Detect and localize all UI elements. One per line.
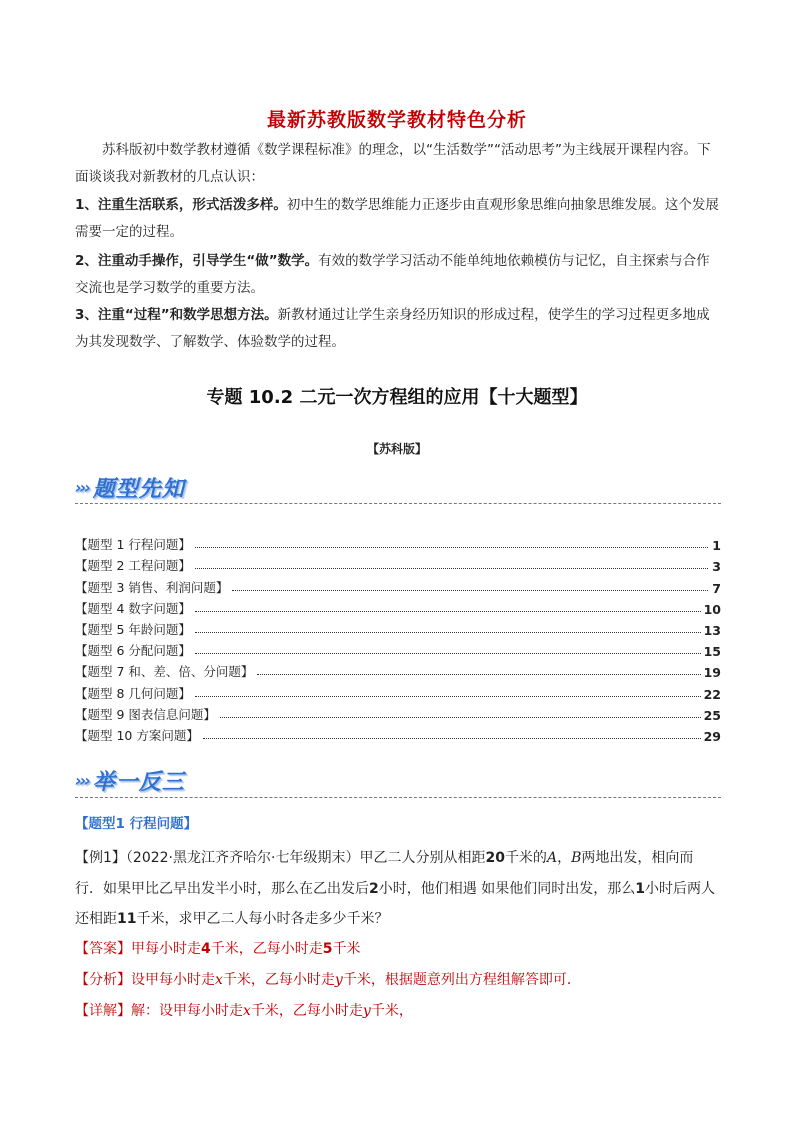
- toc-entry-label: 【题型 3 销售、利润问题】: [75, 579, 229, 595]
- point-3: [75, 302, 721, 356]
- toc-page-number: 13: [703, 622, 721, 638]
- toc-leader-dots: [257, 674, 700, 675]
- point-2-text: 有效的数学学习活动不能单纯地依赖模仿与记忆，自主探索与合作交流也是学习数学的重要方法。: [75, 253, 710, 296]
- point-1-heading: 1、注重生活联系，形式活泼多样。: [75, 197, 287, 213]
- toc-entry-label: 【题型 1 行程问题】: [75, 537, 191, 553]
- answer-text: 千米，乙每小时走: [210, 941, 323, 957]
- toc-entry[interactable]: [75, 532, 721, 553]
- intro-paragraph: [75, 137, 721, 191]
- toc-page-number: 29: [703, 728, 721, 744]
- number: 2: [369, 880, 379, 897]
- variable-y: y: [334, 972, 343, 988]
- number: 4: [201, 941, 211, 957]
- toc-entry[interactable]: [75, 659, 721, 680]
- example-text: 甲乙二人分别从相距: [359, 850, 486, 866]
- example-text: 千米的: [504, 850, 547, 866]
- number: 1: [635, 880, 645, 897]
- toc-page-number: 7: [712, 580, 721, 596]
- point-1-text: 初中生的数学思维能力正逐步由直观形象思维向抽象思维发展。这个发展需要一定的过程。: [75, 197, 719, 240]
- arrows-icon: ›››: [75, 770, 89, 790]
- analysis-text: 千米，根据题意列出方程组解答即可．: [342, 972, 581, 988]
- banner-practice-label: 举一反三: [92, 769, 185, 795]
- toc-entry[interactable]: [75, 574, 721, 595]
- toc-leader-dots: [220, 717, 701, 718]
- answer-line: [75, 936, 721, 963]
- toc-leader-dots: [203, 738, 701, 739]
- analysis-line: [75, 967, 721, 994]
- table-of-contents: [75, 532, 721, 744]
- section-heading: 【题型1 行程问题】: [75, 816, 198, 832]
- toc-entry-label: 【题型 5 年龄问题】: [75, 621, 191, 637]
- number: 11: [117, 911, 137, 927]
- example-tag: 【例1】: [75, 850, 126, 866]
- point-1: [75, 192, 721, 246]
- toc-leader-dots: [232, 590, 708, 591]
- example-text: 两地出发，相向而行．如果甲比乙早出发半小时，那么在乙出发后: [75, 850, 694, 897]
- toc-page-number: 25: [703, 707, 721, 723]
- arrows-icon: ›››: [75, 477, 89, 497]
- toc-leader-dots: [195, 653, 701, 654]
- toc-page-number: 10: [703, 601, 721, 617]
- point-3-text: 新教材通过让学生亲身经历知识的形成过程，使学生的学习过程更多地成为其发现数学、了解数学、体验数学的过程。: [75, 307, 710, 350]
- toc-entry[interactable]: [75, 617, 721, 638]
- number: 5: [322, 941, 333, 957]
- toc-entry[interactable]: [75, 680, 721, 701]
- point-2-heading: 2、注重动手操作，引导学生“做”数学。: [75, 253, 319, 269]
- toc-entry[interactable]: [75, 702, 721, 723]
- toc-page-number: 22: [703, 686, 721, 702]
- toc-entry-label: 【题型 8 几何问题】: [75, 685, 191, 701]
- example-text: 小时后两人还相距: [75, 880, 715, 927]
- detail-line: [75, 998, 721, 1025]
- point-b: B: [571, 850, 582, 866]
- intro-text: 苏科版初中数学教材遵循《数学课程标准》的理念，以“生活数学”“活动思考”为主线展开课程内容。下面谈谈我对新教材的几点认识：: [75, 142, 711, 185]
- example-source: （2022·黑龙江齐齐哈尔·七年级期末）: [125, 850, 360, 866]
- toc-page-number: 3: [712, 559, 721, 575]
- detail-tag: 【详解】: [75, 1003, 131, 1019]
- example-text: 千米，求甲乙二人每小时各走多少千米？: [136, 911, 389, 927]
- detail-text: 解：设甲每小时走: [131, 1003, 243, 1019]
- analysis-text: 千米，乙每小时走: [222, 972, 335, 988]
- answer-text: 甲每小时走: [131, 941, 201, 957]
- point-2: [75, 248, 721, 302]
- example-text: 小时，他们相遇 如果他们同时出发，那么: [378, 880, 636, 897]
- variable-x: x: [215, 972, 223, 988]
- toc-leader-dots: [195, 632, 701, 633]
- toc-leader-dots: [195, 696, 701, 697]
- toc-leader-dots: [195, 611, 701, 612]
- divider: [75, 797, 721, 798]
- divider: [75, 503, 721, 504]
- example-text: ，: [557, 850, 572, 866]
- analysis-text: 设甲每小时走: [131, 972, 215, 988]
- banner-overview-label: 题型先知: [92, 476, 185, 502]
- banner-overview: [75, 470, 185, 504]
- toc-entry-label: 【题型 6 分配问题】: [75, 643, 191, 659]
- toc-entry-label: 【题型 2 工程问题】: [75, 558, 191, 574]
- detail-text: 千米，: [370, 1003, 413, 1019]
- toc-leader-dots: [195, 547, 708, 548]
- answer-text: 千米: [332, 941, 361, 957]
- point-a: A: [546, 850, 558, 866]
- toc-entry[interactable]: [75, 596, 721, 617]
- edition-label: 【苏科版】: [366, 442, 427, 456]
- detail-text: 千米，乙每小时走: [250, 1003, 363, 1019]
- toc-entry[interactable]: [75, 723, 721, 744]
- banner-practice: [75, 763, 185, 797]
- toc-page-number: 15: [703, 644, 721, 660]
- toc-entry-label: 【题型 7 和、差、倍、分问题】: [75, 664, 254, 680]
- variable-x: x: [243, 1003, 251, 1019]
- toc-page-number: 1: [712, 538, 721, 554]
- toc-leader-dots: [195, 568, 708, 569]
- answer-tag: 【答案】: [75, 941, 131, 957]
- analysis-tag: 【分析】: [75, 972, 131, 988]
- number: 20: [485, 850, 505, 866]
- toc-entry[interactable]: [75, 553, 721, 574]
- toc-entry[interactable]: [75, 638, 721, 659]
- toc-page-number: 19: [703, 665, 721, 681]
- topic-title: 专题 10.2 二元一次方程组的应用【十大题型】: [206, 387, 588, 408]
- point-3-heading: 3、注重“过程”和数学思想方法。: [75, 307, 278, 323]
- variable-y: y: [362, 1003, 371, 1019]
- example-1: [75, 843, 721, 935]
- toc-entry-label: 【题型 10 方案问题】: [75, 727, 199, 743]
- toc-entry-label: 【题型 9 图表信息问题】: [75, 706, 216, 722]
- page-title: 最新苏教版数学教材特色分析: [266, 109, 527, 131]
- toc-entry-label: 【题型 4 数字问题】: [75, 600, 191, 616]
